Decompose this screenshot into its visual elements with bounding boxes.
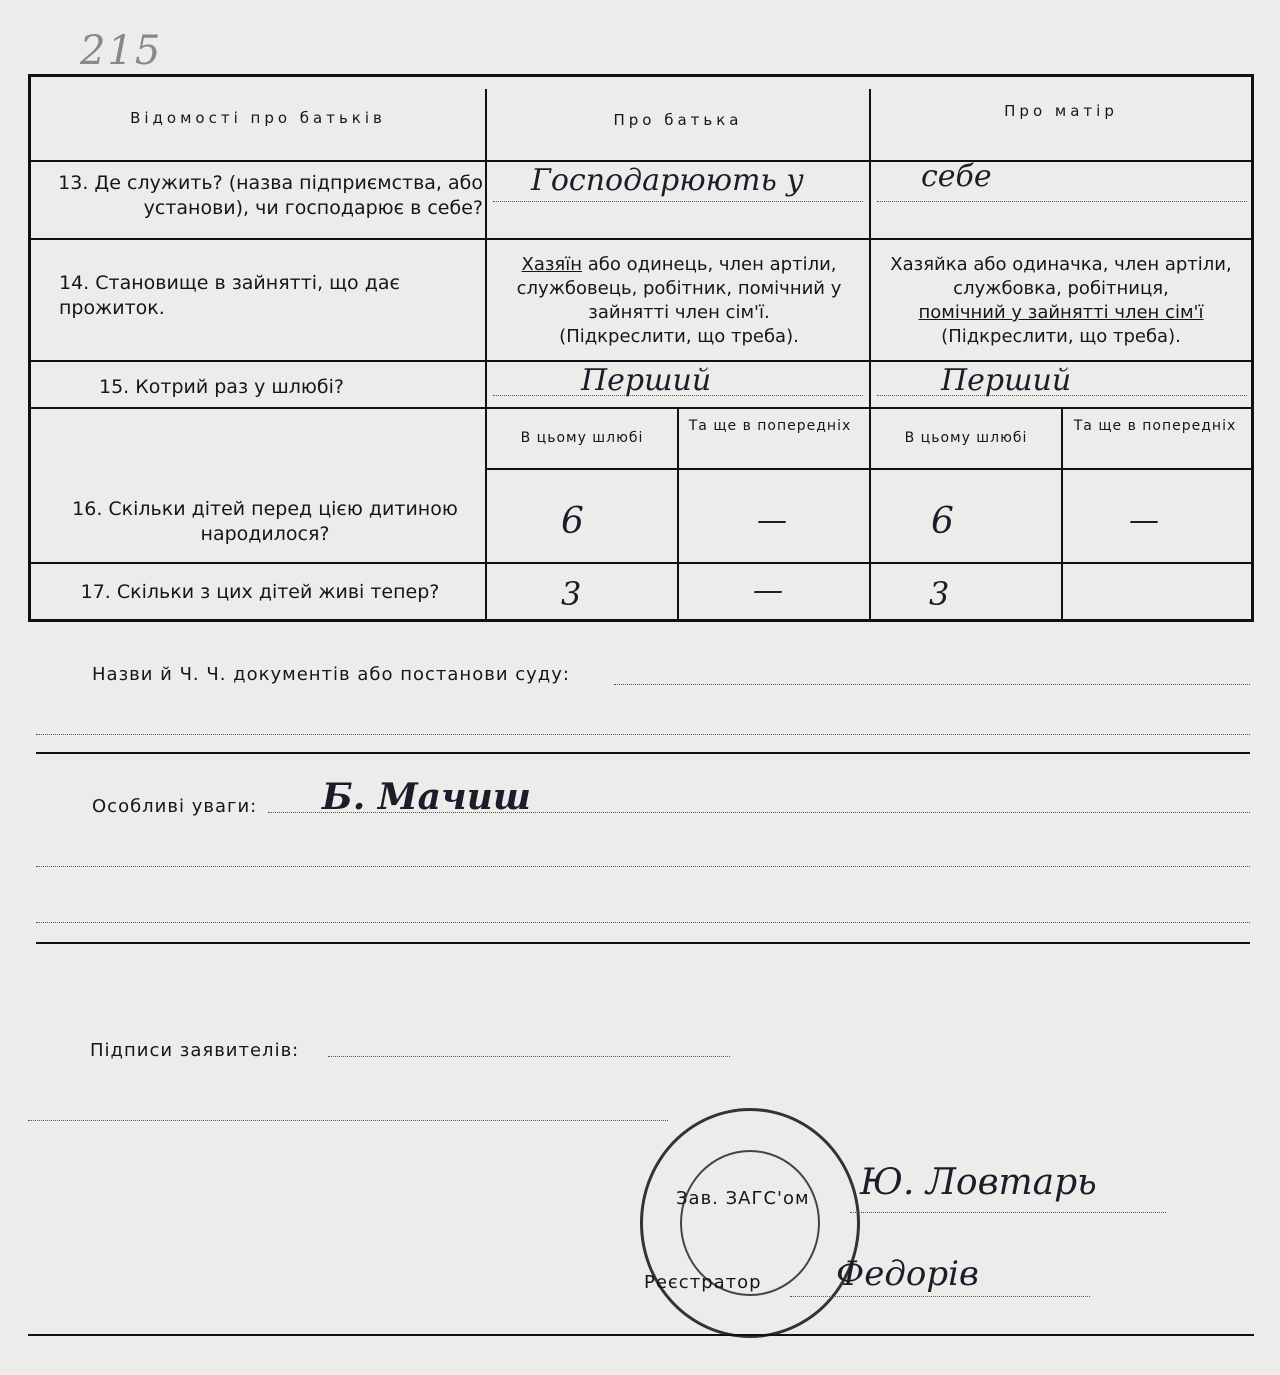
row17-father-this: 3: [561, 575, 582, 613]
signatures-label: Підписи заявителів:: [90, 1040, 300, 1061]
head-line: [850, 1212, 1166, 1213]
row15-label: 15. Котрий раз у шлюбі?: [99, 376, 344, 398]
row14-mother-text: [881, 253, 1241, 349]
row16-label: 16. Скільки дітей перед цією дитиною народилося?: [72, 498, 458, 545]
page-number: 215: [80, 28, 163, 74]
dotted-line: [877, 201, 1247, 202]
row17-mother-this: 3: [929, 575, 950, 613]
row14-mother-base: Хазяйка або одиначка, член артіли, службовка, робітниця,: [890, 254, 1232, 299]
header-info: Відомості про батьків: [130, 109, 386, 127]
signatures-line: [28, 1120, 668, 1121]
rule: [31, 407, 1251, 409]
row14-father-note: (Підкреслити, що треба).: [559, 326, 799, 347]
row16-mother-prev-header: Та ще в попередніх: [1073, 418, 1237, 434]
section-divider: [36, 752, 1250, 754]
section-divider: [36, 942, 1250, 944]
row16-mother-this-header: В цьому шлюбі: [904, 430, 1028, 446]
row16-mother-this: 6: [931, 501, 954, 542]
header-mother: Про матір: [1004, 102, 1118, 120]
row15-mother-value: Перший: [941, 363, 1072, 398]
row14-mother-underlined: помічний у зайнятті член сім'ї: [918, 302, 1204, 323]
row16-father-prev: —: [757, 503, 787, 538]
row14-mother-note: (Підкреслити, що треба).: [941, 326, 1181, 347]
row15-father-value: Перший: [581, 363, 712, 398]
row13-label: 13. Де служить? (назва підприємства, або установи), чи господарює в себе?: [58, 172, 483, 219]
documents-line: [36, 734, 1250, 735]
documents-label: Назви й Ч. Ч. документів або постанови суду:: [92, 664, 570, 685]
registrar-line: [790, 1296, 1090, 1297]
header-father: Про батька: [613, 111, 743, 129]
rule: [869, 89, 871, 619]
parents-info-table: [28, 74, 1254, 622]
notes-line: [36, 922, 1250, 923]
row16-father-this-header: В цьому шлюбі: [520, 430, 644, 446]
registrar-signature: Федорів: [836, 1254, 979, 1294]
rule: [31, 238, 1251, 240]
notes-line: [36, 866, 1250, 867]
row16-mother-prev: —: [1129, 503, 1159, 538]
notes-signature: Б. Мачиш: [322, 776, 532, 818]
rule: [1061, 407, 1063, 619]
rule: [31, 360, 1251, 362]
registrar-label: Реєстратор: [644, 1272, 762, 1293]
row13-father-value: Господарюють у: [531, 163, 804, 198]
row17-father-prev: —: [753, 573, 783, 608]
head-signature: Ю. Ловтарь: [860, 1162, 1097, 1203]
row17-label: 17. Скільки з цих дітей живі тепер?: [80, 581, 440, 603]
head-label: Зав. ЗАГС'ом: [676, 1188, 810, 1209]
bottom-rule: [28, 1334, 1254, 1336]
row14-father-underlined: Хазяїн: [521, 254, 583, 275]
row13-mother-value: себе: [921, 159, 992, 194]
row16-father-prev-header: Та ще в попередніх: [688, 418, 852, 434]
signatures-line: [328, 1056, 730, 1057]
rule: [31, 562, 1251, 564]
rule: [485, 89, 487, 619]
rule: [31, 160, 1251, 162]
row14-father-text: [501, 253, 857, 349]
row14-label: 14. Становище в зайнятті, що дає прожиток.: [59, 272, 400, 319]
notes-label: Особливі уваги:: [92, 796, 258, 817]
documents-line: [614, 684, 1250, 685]
row16-father-this: 6: [561, 501, 584, 542]
rule: [677, 407, 679, 619]
row14-father-rest: або одинець, член артіли, службовець, робітник, помічний у зайнятті член сім'ї.: [516, 254, 842, 323]
dotted-line: [493, 201, 863, 202]
